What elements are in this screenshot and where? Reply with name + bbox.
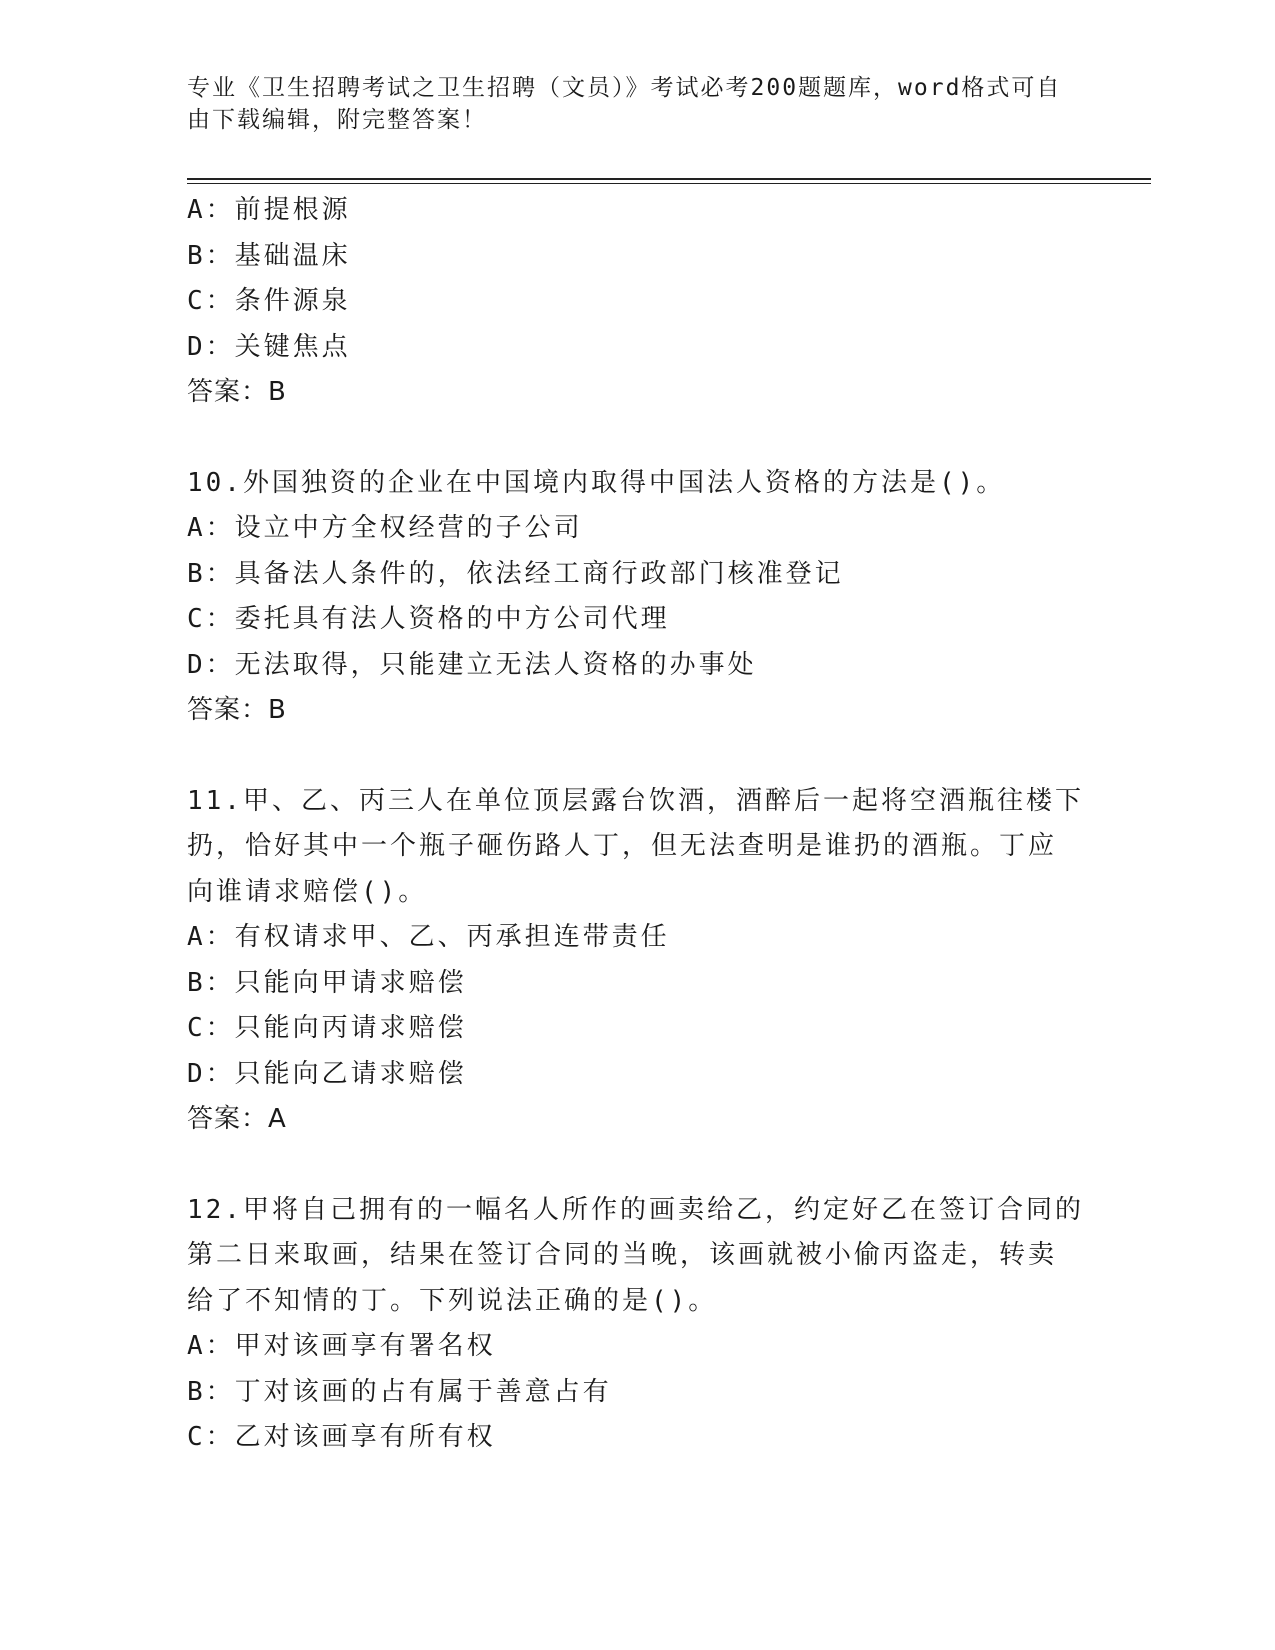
question-stem-line: 第二日来取画，结果在签订合同的当晚，该画就被小偷丙盗走，转卖 [187, 1240, 1058, 1270]
answer: 答案：B [187, 377, 287, 407]
question-stem-line: 11.甲、乙、丙三人在单位顶层露台饮酒，酒醉后一起将空酒瓶往楼下 [187, 785, 1084, 816]
header-divider-thick [187, 178, 1151, 180]
header-line-1: 专业《卫生招聘考试之卫生招聘（文员）》考试必考200题题库，word格式可自 [187, 75, 1062, 101]
option-b: B：基础温床 [187, 240, 351, 271]
question-10 [187, 461, 1087, 734]
question-stem-line: 向谁请求赔偿()。 [187, 876, 428, 907]
question-stem: 10.外国独资的企业在中国境内取得中国法人资格的方法是()。 [187, 467, 1006, 498]
option-a: A：有权请求甲、乙、丙承担连带责任 [187, 922, 670, 952]
option-c: C：条件源泉 [187, 286, 351, 316]
question-list [187, 188, 1087, 1461]
option-a: A：前提根源 [187, 195, 351, 225]
answer: 答案：A [187, 1104, 287, 1134]
document-header [187, 72, 1067, 136]
header-divider-thin [187, 183, 1151, 184]
option-d: D：只能向乙请求赔偿 [187, 1058, 467, 1089]
option-b: B：只能向甲请求赔偿 [187, 967, 467, 998]
question-12 [187, 1188, 1087, 1461]
option-c: C：委托具有法人资格的中方公司代理 [187, 604, 670, 634]
option-d: D：关键焦点 [187, 331, 351, 362]
option-c: C：只能向丙请求赔偿 [187, 1013, 467, 1043]
spacer [187, 734, 1087, 779]
answer: 答案：B [187, 695, 287, 725]
option-b: B：丁对该画的占有属于善意占有 [187, 1376, 612, 1407]
option-c: C：乙对该画享有所有权 [187, 1422, 496, 1452]
spacer [187, 1143, 1087, 1188]
question-stem-line: 扔，恰好其中一个瓶子砸伤路人丁，但无法查明是谁扔的酒瓶。丁应 [187, 831, 1058, 861]
option-d: D：无法取得，只能建立无法人资格的办事处 [187, 649, 757, 680]
question-stem-line: 12.甲将自己拥有的一幅名人所作的画卖给乙，约定好乙在签订合同的 [187, 1194, 1084, 1225]
spacer [187, 416, 1087, 461]
question-11 [187, 779, 1087, 1143]
option-a: A：甲对该画享有署名权 [187, 1331, 496, 1361]
header-line-2: 由下载编辑，附完整答案！ [187, 107, 487, 133]
question-9 [187, 188, 1087, 416]
question-stem-line: 给了不知情的丁。下列说法正确的是()。 [187, 1285, 718, 1316]
option-b: B：具备法人条件的，依法经工商行政部门核准登记 [187, 558, 844, 589]
option-a: A：设立中方全权经营的子公司 [187, 513, 583, 543]
